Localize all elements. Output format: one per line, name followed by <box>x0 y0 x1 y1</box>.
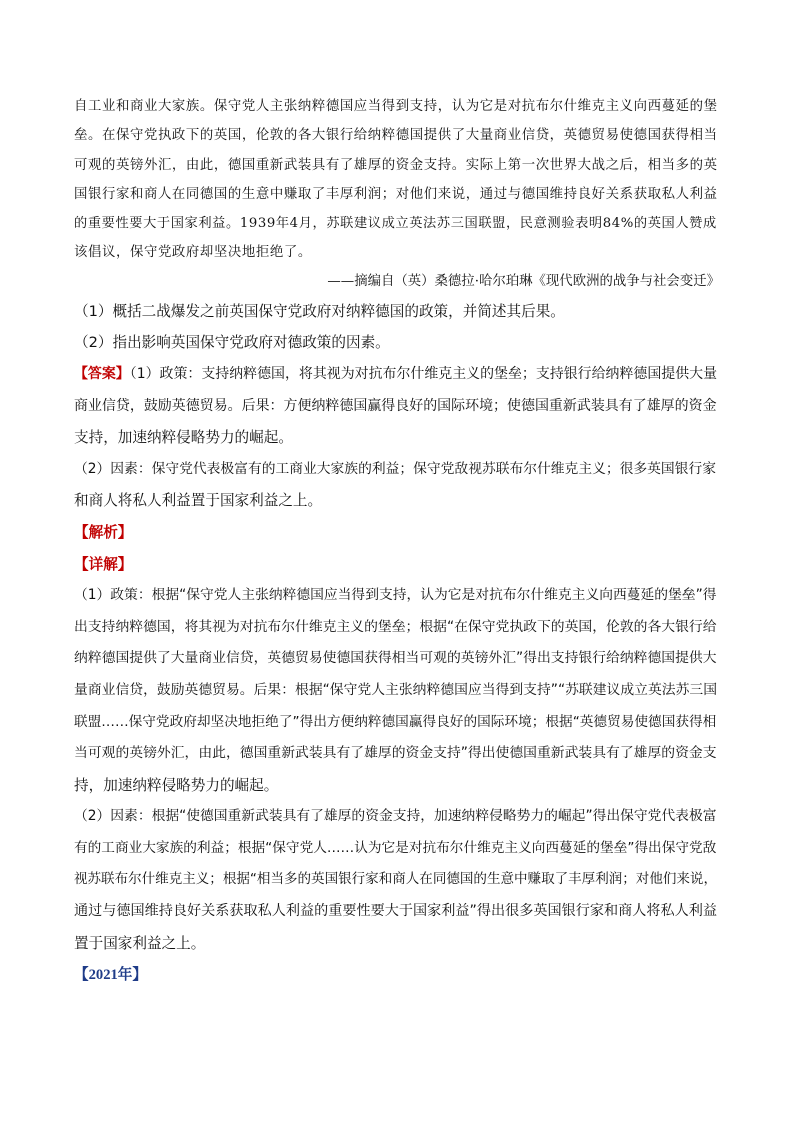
answer-line: 商业信贷，鼓励英德贸易。后果：方便纳粹德国赢得良好的国际环境；使德国重新武装具有了雄厚的资金 <box>74 397 717 414</box>
answer-line: 和商人将私人利益置于国家利益之上。 <box>74 492 323 510</box>
detail-line: 纳粹德国提供了大量商业信贷，英德贸易使德国获得相当可观的英镑外汇”得出支持银行给纳粹德国提供大 <box>74 650 717 667</box>
detail-heading <box>74 549 720 581</box>
question-2: （2）指出影响英国保守党政府对德政策的因素。 <box>74 334 390 352</box>
answer-line: （2）因素：保守党代表极富有的工商业大家族的利益；保守党敌视苏联布尔什维克主义；很多英国银行家 <box>74 460 716 477</box>
source-line: 该倡议，保守党政府却坚决地拒绝了。 <box>74 245 312 261</box>
answer-line: 支持，加速纳粹侵略势力的崛起。 <box>74 429 293 447</box>
detail-line: 当可观的英镑外汇，由此，德国重新武装具有了雄厚的资金支持”得出使德国重新武装具有了雄厚的资金支 <box>74 745 717 762</box>
detail-label: 【详解】 <box>74 555 133 573</box>
answer-line <box>74 359 720 391</box>
detail-line: （2）因素：根据“使德国重新武装具有了雄厚的资金支持，加速纳粹侵略势力的崛起”得出保守党代表极富 <box>74 808 717 825</box>
detail-line: 通过与德国维持良好关系获取私人利益的重要性要大于国家利益”得出很多英国银行家和商人将私人利益 <box>74 903 717 920</box>
detail-line: 出支持纳粹德国，将其视为对抗布尔什维克主义的堡垒；根据“在保守党执政下的英国，伦敦的各大银行给 <box>74 618 717 635</box>
detail-line: 持，加速纳粹侵略势力的崛起。 <box>74 776 279 794</box>
source-line: 垒。在保守党执政下的英国，伦敦的各大银行给纳粹德国提供了大量商业信贷，英德贸易使德国获得相当 <box>74 128 718 144</box>
content-area <box>74 92 720 992</box>
analysis-label: 【解析】 <box>74 523 133 541</box>
year-heading: 【2021年】 <box>74 967 147 984</box>
detail-line: （1）政策：根据“保守党人主张纳粹德国应当得到支持，认为它是对抗布尔什维克主义向西蔓延的堡垒”得 <box>74 587 717 604</box>
analysis-heading <box>74 517 720 549</box>
source-line: 自工业和商业大家族。保守党人主张纳粹德国应当得到支持，认为它是对抗布尔什维克主义向西蔓延的堡 <box>74 99 718 114</box>
question-1: （1）概括二战爆发之前英国保守党政府对纳粹德国的政策，并简述其后果。 <box>74 302 565 320</box>
source-line: 的重要性要大于国家利益。1939年4月，苏联建议成立英法苏三国联盟，民意测验表明84%的英国人赞成 <box>74 216 717 232</box>
answer-text: （1）政策：支持纳粹德国，将其视为对抗布尔什维克主义的堡垒；支持银行给纳粹德国提供大量 <box>129 365 718 382</box>
detail-line: 联盟……保守党政府却坚决地拒绝了”得出方便纳粹德国赢得良好的国际环境；根据“英德贸易使德国获得相 <box>74 713 717 730</box>
source-citation: ——摘编自（英）桑德拉·哈尔珀琳《现代欧洲的战争与社会变迁》 <box>327 273 720 289</box>
detail-line: 置于国家利益之上。 <box>74 934 206 952</box>
detail-line: 量商业信贷，鼓励英德贸易。后果：根据“保守党人主张纳粹德国应当得到支持”“苏联建议成立英法苏三国 <box>74 681 718 698</box>
source-line: 可观的英镑外汇，由此，德国重新武装具有了雄厚的资金支持。实际上第一次世界大战之后，相当多的英 <box>74 157 718 173</box>
source-passage <box>74 92 720 268</box>
detail-line: 视苏联布尔什维克主义；根据“相当多的英国银行家和商人在同德国的生意中赚取了丰厚利润；对他们来说， <box>74 871 717 888</box>
year-heading-line <box>74 959 720 992</box>
answer-label: 【答案】 <box>74 365 130 382</box>
source-line: 国银行家和商人在同德国的生意中赚取了丰厚利润；对他们来说，通过与德国维持良好关系获取私人利益 <box>74 186 718 202</box>
detail-line: 有的工商业大家族的利益；根据“保守党人……认为它是对抗布尔什维克主义向西蔓延的堡垒”得出保守党敌 <box>74 839 717 856</box>
